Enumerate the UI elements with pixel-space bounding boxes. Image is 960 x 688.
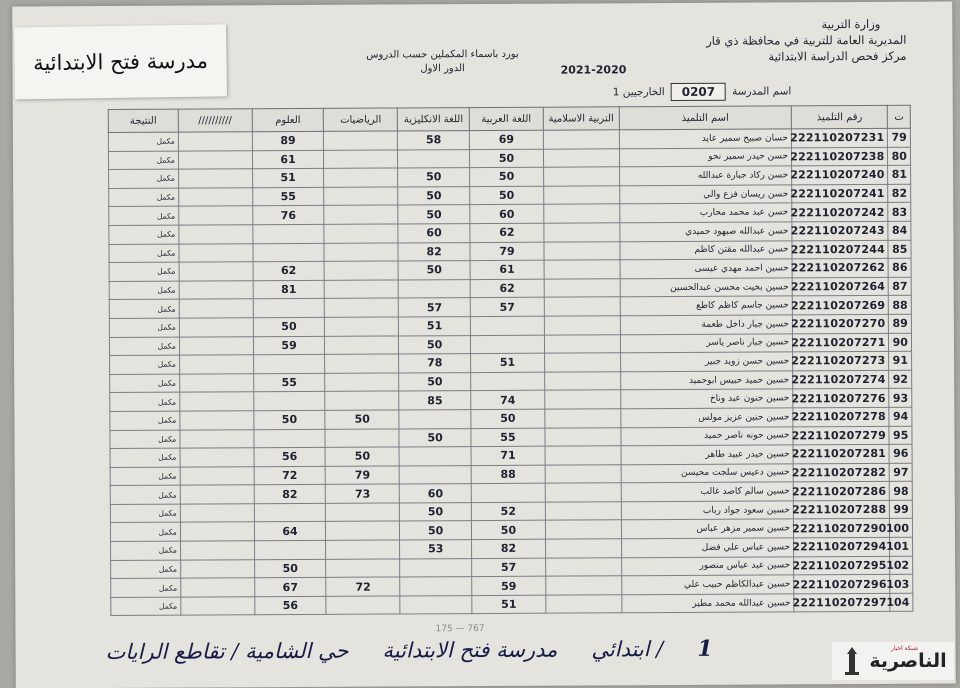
cell-science — [253, 224, 325, 243]
cell-english: 50 — [399, 335, 471, 354]
cell-result: مكمل — [110, 392, 180, 411]
cell-result: مكمل — [110, 467, 180, 486]
cell-arabic: 57 — [472, 558, 546, 577]
cell-science: 61 — [252, 150, 324, 169]
cell-result: مكمل — [110, 448, 180, 467]
cell-number: 222110207273 — [793, 352, 889, 371]
cell-name: حسين حسن زويد جبير — [620, 352, 792, 371]
cell-number: 222110207282 — [793, 463, 889, 482]
cell-extra — [180, 485, 254, 504]
cell-extra — [179, 262, 253, 281]
cell-name: حسين دعيس سلجت محيسن — [621, 464, 793, 483]
cell-english — [399, 409, 471, 428]
cell-english: 60 — [398, 224, 470, 243]
cell-islamic — [545, 409, 621, 428]
school-name-sticker: مدرسة فتح الابتدائية — [14, 24, 227, 99]
cell-extra — [180, 504, 254, 523]
board-title-line2: الدور الاول — [420, 63, 465, 75]
cell-name: حسين جبار ناصر ياسر — [620, 333, 792, 352]
cell-result: مكمل — [111, 541, 181, 560]
cell-science: 55 — [253, 373, 325, 392]
cell-math: 50 — [325, 410, 399, 429]
table-row — [111, 593, 913, 616]
cell-number: 222110207295 — [794, 556, 890, 575]
cell-islamic — [544, 334, 620, 353]
cell-serial: 86 — [888, 258, 911, 277]
cell-name: حسين حنون عبد وناخ — [621, 389, 793, 408]
cell-number: 222110207296 — [794, 575, 890, 594]
cell-name: حسين عبد عباس منصور — [621, 557, 793, 576]
cell-arabic: 60 — [470, 205, 544, 224]
cell-arabic: 62 — [470, 223, 544, 242]
cell-math — [325, 391, 399, 410]
cell-number: 222110207264 — [792, 277, 888, 296]
cell-result: مكمل — [109, 188, 179, 207]
cell-science: 50 — [253, 410, 325, 429]
cell-islamic — [546, 595, 622, 614]
cell-islamic — [544, 260, 620, 279]
col-result: النتيجة — [108, 109, 178, 132]
cell-arabic: 50 — [471, 521, 545, 540]
cell-math — [324, 168, 398, 187]
cell-name: حسين سمير مزهر عباس — [621, 519, 793, 538]
cell-english: 50 — [398, 261, 470, 280]
cell-english: 78 — [399, 354, 471, 373]
cell-result: مكمل — [108, 151, 178, 170]
cell-number: 222110207281 — [793, 444, 889, 463]
cell-result: مكمل — [110, 355, 180, 374]
cell-extra — [180, 559, 254, 578]
cell-extra — [178, 169, 252, 188]
cell-english — [400, 558, 472, 577]
cell-science — [253, 392, 325, 411]
cell-name: حسين احمد مهدي عيسى — [620, 259, 792, 278]
col-extra: ////////// — [178, 109, 252, 132]
document-sheet — [12, 2, 956, 688]
cell-english: 50 — [399, 428, 471, 447]
cell-serial: 85 — [888, 240, 911, 259]
cell-result: مكمل — [109, 299, 179, 318]
cell-islamic — [545, 557, 621, 576]
cell-number: 222110207279 — [793, 426, 889, 445]
board-title — [347, 48, 537, 77]
cell-science: 50 — [254, 559, 326, 578]
cell-extra — [179, 373, 253, 392]
cell-result: مكمل — [110, 485, 180, 504]
cell-science: 82 — [254, 485, 326, 504]
cell-science: 67 — [254, 578, 326, 597]
cell-number: 222110207294 — [794, 537, 890, 556]
cell-serial: 101 — [890, 537, 913, 556]
cell-number: 222110207262 — [792, 259, 888, 278]
cell-extra — [179, 206, 253, 225]
cell-extra — [179, 225, 253, 244]
cell-serial: 87 — [889, 277, 912, 296]
cell-number: 222110207244 — [792, 240, 888, 259]
cell-name: حسين حميد حبيس ابوحميد — [620, 371, 792, 390]
cell-islamic — [544, 241, 620, 260]
cell-math — [325, 280, 399, 299]
cell-english: 53 — [400, 540, 472, 559]
cell-number: 222110207286 — [793, 482, 889, 501]
cell-english: 50 — [400, 521, 472, 540]
cell-result: مكمل — [110, 523, 180, 542]
cell-islamic — [544, 223, 620, 242]
cell-english: 50 — [399, 372, 471, 391]
cell-serial: 94 — [889, 407, 912, 426]
cell-math: 72 — [326, 577, 400, 596]
header-line-ministry: وزارة التربية — [821, 16, 881, 32]
cell-arabic: 71 — [471, 446, 545, 465]
cell-islamic — [544, 316, 620, 335]
cell-name: حسن ركاد جبارة عبدالله — [619, 166, 791, 185]
cell-islamic — [544, 297, 620, 316]
cell-extra — [179, 355, 253, 374]
cell-number: 222110207271 — [792, 333, 888, 352]
cell-science: 89 — [252, 131, 324, 150]
cell-serial: 79 — [888, 128, 911, 147]
cell-result: مكمل — [110, 411, 180, 430]
cell-math — [324, 243, 398, 262]
cell-serial: 104 — [890, 593, 913, 612]
cell-extra — [179, 243, 253, 262]
cell-serial: 100 — [890, 519, 913, 538]
cell-math — [325, 428, 399, 447]
cell-number: 222110207238 — [792, 147, 888, 166]
cell-number: 222110207278 — [793, 407, 889, 426]
cell-english — [398, 149, 470, 168]
cell-science: 64 — [254, 522, 326, 541]
cell-extra — [181, 597, 255, 616]
cell-english — [400, 595, 472, 614]
cell-result: مكمل — [108, 132, 178, 151]
cell-islamic — [545, 446, 621, 465]
cell-extra — [179, 299, 253, 318]
cell-arabic: 61 — [470, 260, 544, 279]
cell-science — [253, 299, 325, 318]
col-math: الرياضيات — [324, 108, 398, 131]
pencil-note: 175 — 767 — [435, 624, 485, 635]
cell-islamic — [545, 502, 621, 521]
cell-name: حسن حيدر سمير نحو — [619, 147, 791, 166]
cell-name: حسين حيدر عبيد طاهر — [621, 445, 793, 464]
cell-serial: 81 — [888, 165, 911, 184]
col-arabic: اللغة العربية — [469, 107, 543, 130]
cell-result: مكمل — [110, 504, 180, 523]
cell-name: حسان صبيح سمير عايد — [619, 129, 791, 148]
cell-name: حسين حنين عزيز مولس — [621, 408, 793, 427]
cell-extra — [180, 466, 254, 485]
cell-math — [324, 224, 398, 243]
cell-science: 51 — [252, 169, 324, 188]
cell-number: 222110207243 — [792, 221, 888, 240]
cell-english — [399, 465, 471, 484]
watermark-subtitle: شبكة اخبار — [890, 645, 918, 652]
cell-arabic: 62 — [470, 279, 544, 298]
cell-arabic — [471, 483, 545, 502]
cell-math — [325, 373, 399, 392]
cell-result: مكمل — [111, 597, 181, 616]
cell-serial: 93 — [889, 389, 912, 408]
cell-science: 72 — [254, 466, 326, 485]
cell-islamic — [545, 464, 621, 483]
cell-arabic: 59 — [472, 576, 546, 595]
cell-name: حسن عبد محمد محارب — [620, 203, 792, 222]
cell-science — [254, 429, 326, 448]
cell-arabic: 51 — [471, 353, 545, 372]
cell-serial: 92 — [889, 370, 912, 389]
cell-islamic — [545, 390, 621, 409]
cell-name: حسين جاسم كاظم كاطع — [620, 296, 792, 315]
cell-extra — [180, 541, 254, 560]
cell-serial: 80 — [888, 147, 911, 166]
cell-arabic: 52 — [471, 502, 545, 521]
cell-serial: 90 — [889, 333, 912, 352]
header-line-directorate: المديرية العامة للتربية في محافظة ذي قار — [706, 32, 907, 48]
cell-name: حسن ريسان فزع والي — [619, 185, 791, 204]
cell-islamic — [543, 130, 619, 149]
cell-math — [324, 131, 398, 150]
cell-result: مكمل — [109, 262, 179, 281]
cell-name: حسين سعود جواد رباب — [621, 501, 793, 520]
cell-extra — [180, 411, 254, 430]
cell-math — [326, 559, 400, 578]
cell-result: مكمل — [110, 374, 180, 393]
cell-islamic — [545, 372, 621, 391]
cell-result: مكمل — [111, 578, 181, 597]
cell-serial: 99 — [890, 500, 913, 519]
cell-result: مكمل — [109, 169, 179, 188]
cell-math — [324, 261, 398, 280]
cell-math — [324, 205, 398, 224]
cell-arabic: 82 — [472, 539, 546, 558]
cell-number: 222110207242 — [792, 203, 888, 222]
cell-english: 50 — [400, 502, 472, 521]
cell-serial: 97 — [890, 463, 913, 482]
cell-math — [326, 540, 400, 559]
cell-math — [325, 335, 399, 354]
cell-islamic — [545, 483, 621, 502]
cell-arabic — [470, 335, 544, 354]
header-line-center: مركز فحص الدراسة الابتدائية — [768, 48, 907, 64]
cell-serial: 96 — [889, 444, 912, 463]
minaret-icon — [839, 646, 865, 676]
academic-year: 2021-2020 — [560, 63, 627, 77]
cell-islamic — [544, 279, 620, 298]
cell-english: 82 — [398, 242, 470, 261]
cell-english: 50 — [398, 168, 470, 187]
cell-math — [325, 317, 399, 336]
cell-serial: 83 — [888, 203, 911, 222]
cell-math — [324, 150, 398, 169]
cell-islamic — [544, 353, 620, 372]
cell-arabic: 74 — [471, 390, 545, 409]
cell-result: مكمل — [109, 318, 179, 337]
cell-science: 62 — [253, 261, 325, 280]
cell-science: 55 — [252, 187, 324, 206]
cell-number: 222110207274 — [793, 370, 889, 389]
cell-science — [254, 540, 326, 559]
cell-name: حسين عبدالكاظم حبيب علي — [621, 575, 793, 594]
cell-name: حسن عبدالله صبهود حميدي — [620, 222, 792, 241]
cell-arabic — [471, 372, 545, 391]
cell-result: مكمل — [109, 206, 179, 225]
cell-islamic — [545, 427, 621, 446]
cell-serial: 91 — [889, 351, 912, 370]
school-code-row — [613, 82, 792, 101]
cell-number: 222110207240 — [792, 166, 888, 185]
cell-name: حسين عبدالله محمد مطير — [622, 594, 794, 613]
cell-name: حسين بخيت محسن عبدالحسين — [620, 278, 792, 297]
cell-extra — [180, 392, 254, 411]
cell-extra — [179, 280, 253, 299]
cell-english: 60 — [399, 484, 471, 503]
cell-number: 222110207241 — [792, 184, 888, 203]
cell-result: مكمل — [109, 244, 179, 263]
cell-science: 59 — [253, 336, 325, 355]
cell-result: مكمل — [109, 225, 179, 244]
cell-science — [253, 243, 325, 262]
cell-number: 222110207270 — [792, 314, 888, 333]
cell-extra — [179, 187, 253, 206]
cell-arabic: 50 — [470, 149, 544, 168]
handwritten-note-2: مدرسة فتح الابتدائية — [382, 637, 558, 663]
cell-serial: 84 — [888, 221, 911, 240]
cell-arabic: 69 — [469, 130, 543, 149]
cell-science: 56 — [254, 447, 326, 466]
cell-english: 85 — [399, 391, 471, 410]
cell-name: حسين جبار داخل طعمة — [620, 315, 792, 334]
cell-serial: 82 — [888, 184, 911, 203]
school-code-label: اسم المدرسة — [732, 85, 792, 98]
cell-result: مكمل — [109, 337, 179, 356]
col-number: رقم التلميذ — [791, 105, 888, 129]
cell-english: 50 — [398, 205, 470, 224]
cell-name: حسين عباس علي فضل — [621, 538, 793, 557]
cell-arabic: 50 — [471, 409, 545, 428]
cell-english — [400, 577, 472, 596]
cell-name: حسين حونه ناصر حميد — [621, 426, 793, 445]
cell-math — [326, 596, 400, 615]
cell-math — [326, 521, 400, 540]
cell-number: 222110207297 — [794, 593, 890, 612]
col-name: اسم التلميذ — [619, 106, 791, 130]
cell-islamic — [543, 148, 619, 167]
cell-math — [326, 503, 400, 522]
cell-result: مكمل — [110, 430, 180, 449]
cell-science — [253, 354, 325, 373]
cell-serial: 102 — [890, 556, 913, 575]
cell-arabic: 50 — [470, 186, 544, 205]
cell-arabic: 55 — [471, 428, 545, 447]
cell-english: 51 — [399, 317, 471, 336]
ministry-header — [706, 16, 906, 65]
cell-arabic: 51 — [472, 595, 546, 614]
cell-result: مكمل — [111, 560, 181, 579]
cell-islamic — [545, 520, 621, 539]
cell-english: 50 — [398, 186, 470, 205]
cell-math: 79 — [326, 466, 400, 485]
handwritten-footer — [105, 628, 865, 672]
school-code: 0207 — [671, 83, 726, 101]
cell-name: حسين سالم كاصد غالب — [621, 482, 793, 501]
cell-result: مكمل — [109, 281, 179, 300]
cell-islamic — [545, 539, 621, 558]
cell-science — [254, 503, 326, 522]
cell-english — [399, 447, 471, 466]
handwritten-note-3: حي الشامية / تقاطع الرايات — [105, 638, 349, 664]
cell-number: 222110207231 — [791, 128, 887, 147]
cell-arabic: 50 — [470, 167, 544, 186]
handwritten-note-1: / ابتدائي — [591, 637, 664, 662]
cell-math — [325, 298, 399, 317]
cell-math: 73 — [326, 484, 400, 503]
cell-name: حسن عبدالله مقتن كاظم — [620, 240, 792, 259]
cell-extra — [181, 578, 255, 597]
cell-science: 56 — [254, 596, 326, 615]
cell-number: 222110207276 — [793, 389, 889, 408]
cell-serial: 88 — [889, 296, 912, 315]
col-science: العلوم — [252, 108, 324, 131]
cell-extra — [179, 318, 253, 337]
watermark-text: الناصرية — [869, 650, 947, 672]
handwritten-number: 1 — [697, 635, 713, 662]
grades-table — [108, 105, 914, 617]
col-serial: ت — [888, 105, 911, 128]
cell-english — [398, 279, 470, 298]
cell-science: 76 — [252, 206, 324, 225]
cell-science: 81 — [253, 280, 325, 299]
cell-arabic: 79 — [470, 242, 544, 261]
cell-serial: 95 — [889, 426, 912, 445]
cell-arabic: 57 — [470, 298, 544, 317]
cell-serial: 103 — [890, 575, 913, 594]
news-watermark — [832, 642, 954, 680]
external-count: الخارجيين 1 — [612, 86, 665, 99]
cell-number: 222110207290 — [793, 519, 889, 538]
cell-math: 50 — [325, 447, 399, 466]
cell-number: 222110207269 — [792, 296, 888, 315]
cell-extra — [178, 132, 252, 151]
cell-extra — [179, 336, 253, 355]
cell-english: 58 — [398, 131, 470, 150]
col-english: اللغة الانكليزية — [398, 108, 470, 131]
cell-islamic — [546, 576, 622, 595]
cell-serial: 98 — [890, 482, 913, 501]
cell-math — [325, 354, 399, 373]
cell-extra — [180, 448, 254, 467]
cell-english: 57 — [399, 298, 471, 317]
cell-serial: 89 — [889, 314, 912, 333]
cell-islamic — [544, 204, 620, 223]
cell-arabic — [470, 316, 544, 335]
cell-math — [324, 187, 398, 206]
cell-islamic — [544, 186, 620, 205]
cell-extra — [180, 429, 254, 448]
col-islamic: التربية الاسلامية — [543, 107, 619, 130]
cell-number: 222110207288 — [793, 500, 889, 519]
cell-extra — [180, 522, 254, 541]
board-title-line1: بورد باسماء المكملين حسب الدروس — [366, 48, 519, 61]
cell-islamic — [543, 167, 619, 186]
cell-arabic: 88 — [471, 465, 545, 484]
cell-science: 50 — [253, 317, 325, 336]
cell-extra — [178, 150, 252, 169]
